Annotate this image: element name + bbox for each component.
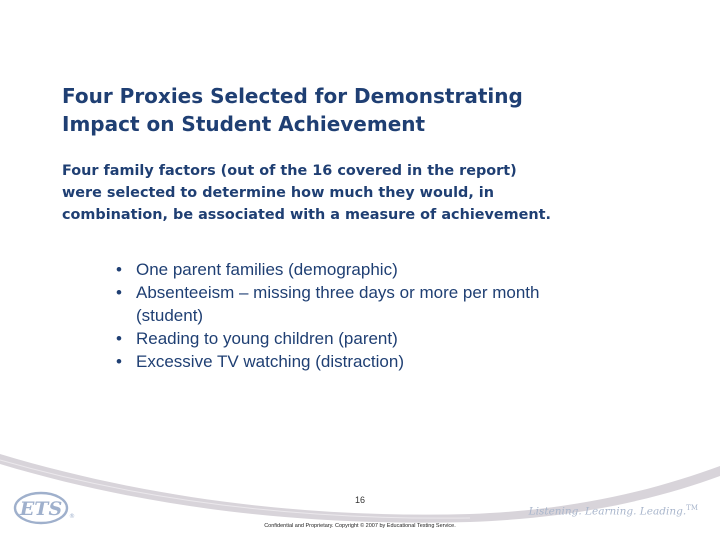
slide-title bbox=[62, 82, 682, 138]
registered-mark: ® bbox=[69, 513, 75, 520]
tagline bbox=[529, 504, 698, 518]
bullet-icon: • bbox=[116, 260, 122, 279]
bullet-item bbox=[116, 350, 676, 373]
copyright-notice: Confidential and Proprietary. Copyright © 2007 by Educational Testing Service. bbox=[264, 523, 456, 529]
bullet-text: Reading to young children (parent) bbox=[136, 329, 398, 348]
bullet-icon: • bbox=[116, 283, 122, 302]
bullet-icon: • bbox=[116, 329, 122, 348]
intro-line: were selected to determine how much they would, in bbox=[62, 185, 494, 201]
bullet-text: One parent families (demographic) bbox=[136, 260, 398, 279]
bullet-item bbox=[116, 327, 676, 350]
intro-paragraph bbox=[62, 160, 702, 226]
trademark-mark: TM bbox=[686, 504, 698, 512]
tagline-text: Listening. Learning. Leading. bbox=[528, 505, 687, 518]
bullet-list bbox=[116, 258, 676, 373]
bullet-text: Absenteeism – missing three days or more per month bbox=[136, 283, 540, 302]
intro-line: Four family factors (out of the 16 covered in the report) bbox=[62, 163, 517, 179]
bullet-text: Excessive TV watching (distraction) bbox=[136, 352, 405, 371]
bullet-icon: • bbox=[116, 352, 122, 371]
ets-logo-icon bbox=[12, 488, 74, 528]
ets-logo-text: ETS bbox=[19, 498, 63, 520]
bullet-item bbox=[116, 281, 676, 327]
slide-title-line: Impact on Student Achievement bbox=[62, 112, 426, 136]
intro-line: combination, be associated with a measure of achievement. bbox=[62, 207, 551, 223]
bullet-text-continued: (student) bbox=[136, 306, 204, 325]
page-number: 16 bbox=[354, 495, 365, 505]
slide-title-line: Four Proxies Selected for Demonstrating bbox=[62, 84, 523, 108]
bullet-item bbox=[116, 258, 676, 281]
